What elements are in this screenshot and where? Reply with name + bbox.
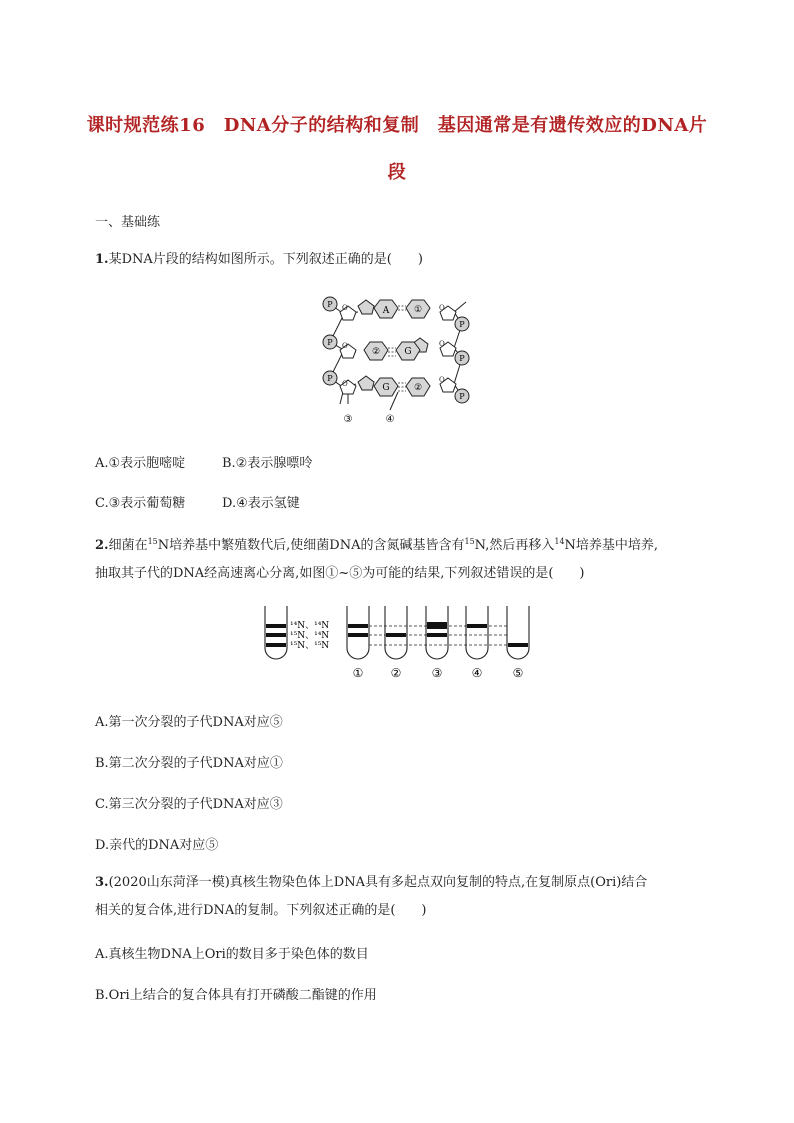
question-3-stem: 3.(2020山东菏泽一模)真核生物染色体上DNA具有多起点双向复制的特点,在复制原点(Ori)结合 相关的复合体,进行DNA的复制。下列叙述正确的是( ) xyxy=(95,875,648,918)
centrifuge-tubes-figure xyxy=(262,603,534,683)
svg-text:A: A xyxy=(382,306,390,316)
base-mark-2-upper xyxy=(364,342,388,360)
question-2-number: 2. xyxy=(95,538,109,553)
question-1-number: 1. xyxy=(95,252,109,267)
svg-text:P: P xyxy=(459,392,465,401)
question-3-option-a[interactable]: A.真核生物DNA上Ori的数目多于染色体的数目 xyxy=(95,947,369,962)
question-2-option-d[interactable]: D.亲代的DNA对应⑤ xyxy=(95,838,219,853)
phosphate-right-3 xyxy=(455,389,469,403)
question-1-option-b[interactable]: B.②表示腺嘌呤 xyxy=(222,456,313,471)
page-title-line-2: 段 xyxy=(387,162,407,183)
svg-text:O: O xyxy=(439,340,445,348)
base-mark-1 xyxy=(406,300,430,318)
section-heading: 一、基础练 xyxy=(95,215,161,230)
question-3-option-b[interactable]: B.Ori上结合的复合体具有打开磷酸二酯键的作用 xyxy=(95,988,377,1003)
svg-text:O: O xyxy=(342,304,348,312)
question-1-text: 某DNA片段的结构如图所示。下列叙述正确的是( ) xyxy=(108,252,423,267)
dna-structure-figure xyxy=(318,292,483,427)
question-1-option-a[interactable]: A.①表示胞嘧啶 xyxy=(95,456,186,471)
band-label-15-14: ¹⁵N、¹⁴N xyxy=(290,631,330,641)
phosphate-left-2 xyxy=(323,335,337,349)
svg-text:P: P xyxy=(327,338,333,347)
question-1-option-c[interactable]: C.③表示葡萄糖 xyxy=(95,496,186,511)
question-3-number: 3. xyxy=(95,875,109,890)
svg-text:P: P xyxy=(459,354,465,363)
svg-text:②: ② xyxy=(371,347,381,357)
phosphate-right-2 xyxy=(455,351,469,365)
page-title-line-1: 课时规范练16 DNA分子的结构和复制 基因通常是有遗传效应的DNA片 xyxy=(86,115,708,136)
tube-label-2: ② xyxy=(390,666,402,680)
svg-text:O: O xyxy=(342,342,348,350)
svg-text:O: O xyxy=(439,304,445,312)
tube-label-5: ⑤ xyxy=(512,666,524,680)
tube-label-3: ③ xyxy=(431,666,443,680)
base-g-upper xyxy=(396,342,420,360)
question-2-text-line-2: 抽取其子代的DNA经高速离心分离,如图①~⑤为可能的结果,下列叙述错误的是( ) xyxy=(95,566,585,581)
question-2-option-c[interactable]: C.第三次分裂的子代DNA对应③ xyxy=(95,797,283,812)
base-g-lower xyxy=(374,378,398,396)
label-mark-4: ④ xyxy=(385,414,395,425)
question-1-options-row-2 xyxy=(95,492,300,511)
question-1-option-d[interactable]: D.④表示氢键 xyxy=(222,496,300,511)
svg-text:P: P xyxy=(327,300,333,309)
svg-text:G: G xyxy=(404,347,412,357)
svg-text:O: O xyxy=(342,380,348,388)
phosphate-left-3 xyxy=(323,371,337,385)
svg-text:O: O xyxy=(439,376,445,384)
phosphate-right-1 xyxy=(455,317,469,331)
svg-text:P: P xyxy=(459,320,465,329)
question-2-option-a[interactable]: A.第一次分裂的子代DNA对应⑤ xyxy=(95,715,283,730)
svg-text:G: G xyxy=(382,383,390,393)
base-a xyxy=(374,300,398,318)
phosphate-left-1 xyxy=(323,297,337,311)
question-1-stem xyxy=(95,246,715,274)
svg-text:①: ① xyxy=(413,305,423,315)
question-2-stem: 2.细菌在$^{15}$N培养基中繁殖数代后,使细菌DNA的含氮碱基皆含有$^{15}$N,然后再移入$^{14}$N培养基中培养, 抽取其子代的DNA经高速离心分离,如图①~⑤为可能的结果,下列叙述错误的是( ) xyxy=(95,537,659,581)
band-label-14-14: ¹⁴N、¹⁴N xyxy=(290,621,330,631)
base-mark-2-lower xyxy=(406,378,430,396)
question-1-options-row-1 xyxy=(95,452,312,471)
band-label-15-15: ¹⁵N、¹⁵N xyxy=(290,641,330,651)
question-2-option-b[interactable]: B.第二次分裂的子代DNA对应① xyxy=(95,756,283,771)
svg-text:②: ② xyxy=(413,383,423,393)
tube-label-1: ① xyxy=(352,666,364,680)
svg-text:P: P xyxy=(327,374,333,383)
label-mark-3: ③ xyxy=(343,414,353,425)
tube-label-4: ④ xyxy=(471,666,483,680)
